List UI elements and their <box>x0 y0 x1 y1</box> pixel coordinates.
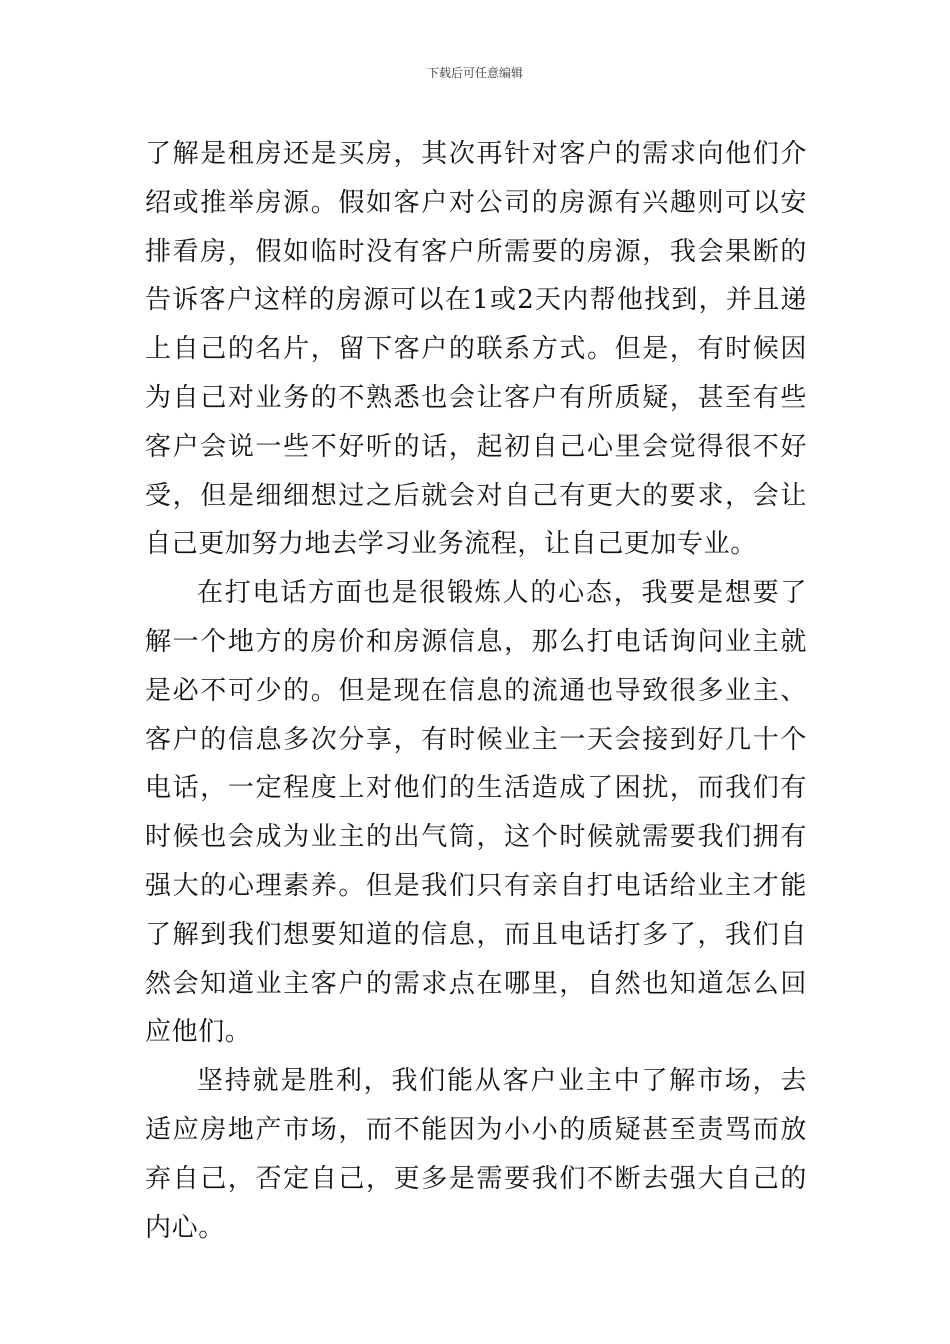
document-body <box>145 130 807 1252</box>
paragraph-1: 了解是租房还是买房，其次再针对客户的需求向他们介绍或推举房源。假如客户对公司的房源有兴趣则可以安排看房，假如临时没有客户所需要的房源，我会果断的告诉客户这样的房源可以在1或2天内帮他找到，并且递上自己的名片，留下客户的联系方式。但是，有时候因为自己对业务的不熟悉也会让客户有所质疑，甚至有些客户会说一些不好听的话，起初自己心里会觉得很不好受，但是细细想过之后就会对自己有更大的要求，会让自己更加努力地去学习业务流程，让自己更加专业。 <box>145 139 807 560</box>
paragraph-3: 坚持就是胜利，我们能从客户业主中了解市场，去适应房地产市场，而不能因为小小的质疑甚至责骂而放弃自己，否定自己，更多是需要我们不断去强大自己的内心。 <box>145 1066 807 1243</box>
page-header-note: 下载后可任意编辑 <box>426 66 523 80</box>
paragraph-2: 在打电话方面也是很锻炼人的心态，我要是想要了解一个地方的房价和房源信息，那么打电话询问业主就是必不可少的。但是现在信息的流通也导致很多业主、客户的信息多次分享，有时候业主一天会接到好几十个电话，一定程度上对他们的生活造成了困扰，而我们有时候也会成为业主的出气筒，这个时候就需要我们拥有强大的心理素养。但是我们只有亲自打电话给业主才能了解到我们想要知道的信息，而且电话打多了，我们自然会知道业主客户的需求点在哪里，自然也知道怎么回应他们。 <box>145 578 807 1048</box>
